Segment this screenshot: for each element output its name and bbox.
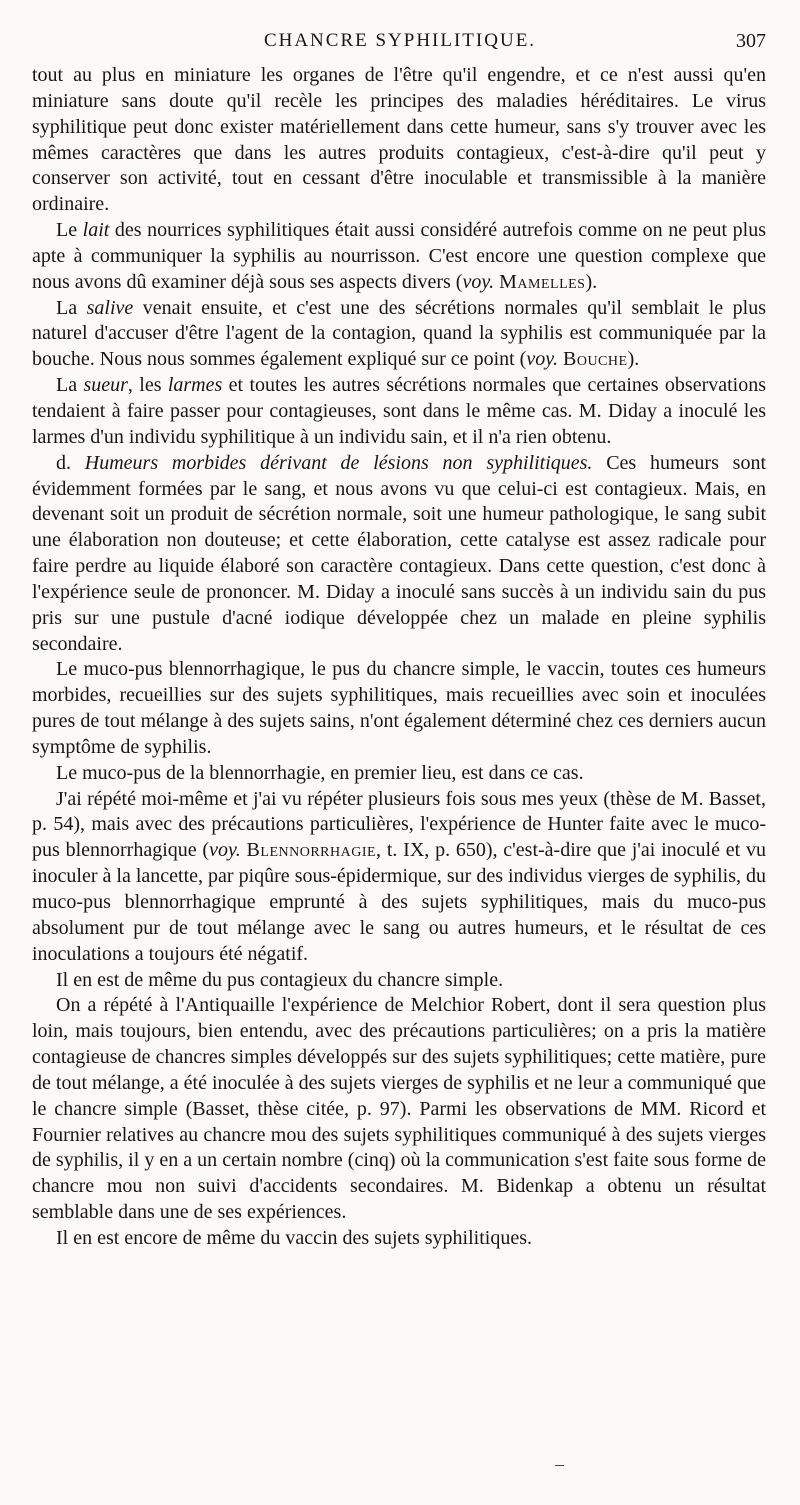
- paragraph-4-text-c: , les: [127, 374, 168, 397]
- paragraph-8-italic-voy: voy.: [209, 839, 241, 862]
- paragraph-2-text-g: ).: [585, 270, 598, 293]
- paragraph-3-text-g: ).: [627, 348, 640, 371]
- footer-dash-mark: [555, 1465, 564, 1466]
- paragraph-4-text-e: et toutes les autres sécrétions normales que certaines observations tendaient à faire passer pour contagieuses, sont dans le même cas. M. Diday a inoculé les larmes d'un individu syphilitique à un individu sain, et il n'a rien obtenu.: [32, 374, 767, 448]
- paragraph-2-text-a: Le: [56, 219, 83, 242]
- page-number: 307: [736, 30, 766, 52]
- text-body: [32, 63, 766, 1252]
- paragraph-5-text-a: d.: [56, 451, 85, 474]
- paragraph-9: Il en est de même du pus contagieux du chancre simple.: [56, 968, 504, 991]
- paragraph-3-text-a: La: [56, 296, 87, 319]
- paragraph-3-ref-bouche: Bouche: [563, 348, 628, 371]
- paragraph-5-text-c: Ces humeurs sont évidemment formées par le sang, et nous avons vu que celui-ci est contagieux. Mais, en devenant soit un produit de sécrétion normale, soit une humeur pathologique, le sang subit une élaboration non douteuse; et cette élaboration, cette catalyse est assez radicale pour faire perdre au liquide élaboré son caractère contagieux. Dans cette question, c'est donc à l'expérience seule de prononcer. M. Diday a inoculé sans succès à un individu sain du pus pris sur une pustule d'acné iodique développée chez un malade en pleine syphilis secondaire.: [32, 451, 766, 655]
- paragraph-2-italic-lait: lait: [82, 219, 110, 242]
- paragraph-10: On a répété à l'Antiquaille l'expérience de Melchior Robert, dont il sera question plus loin, mais toujours, bien entendu, avec des précautions particulières; on a pris la matière contagieuse de chancres simples développés sur des sujets syphilitiques; cette matière, pure de tout mélange, a été inoculée à des sujets vierges de syphilis et ne leur a communiqué que le chancre simple (Basset, thèse citée, p. 97). Parmi les observations de MM. Ricord et Fournier relatives au chancre mou des sujets syphilitiques communiqué à des sujets vierges de syphilis, il y en a un certain nombre (cinq) où la communication s'est faite sous forme de chancre mou non suivi d'accidents secondaires. M. Bidenkap a obtenu un résultat semblable dans une de ses expériences.: [32, 994, 766, 1224]
- paragraph-3-italic-voy: voy.: [526, 348, 558, 371]
- paragraph-3: [32, 296, 766, 374]
- paragraph-4: [32, 373, 766, 451]
- paragraph-3-italic-salive: salive: [86, 296, 134, 319]
- paragraph-2: [32, 218, 766, 296]
- page-header: [32, 28, 768, 58]
- paragraph-8-ref-blennorrhagie: Blennorrhagie: [246, 839, 377, 862]
- paragraph-2-italic-voy: voy.: [462, 270, 495, 293]
- paragraph-4-italic-larmes: larmes: [167, 374, 223, 397]
- running-title: CHANCRE SYPHILITIQUE.: [263, 30, 537, 51]
- paragraph-8-text-a: J'ai répété moi-même et j'ai vu répéter plusieurs fois sous mes yeux (thèse de M. Basset, p. 54), mais avec des précautions particulières, l'expérience de Hunter faite avec le muco-pus blennorrhagique (: [32, 787, 766, 862]
- paragraph-11: Il en est encore de même du vaccin des sujets syphilitiques.: [56, 1226, 532, 1249]
- paragraph-5-italic-heading: Humeurs morbides dérivant de lésions non syphilitiques.: [84, 451, 593, 474]
- paragraph-1: tout au plus en miniature les organes de l'être qu'il engendre, et ce n'est aussi qu'en miniature sans doute qu'il recèle les principes des maladies héréditaires. Le virus syphilitique peut donc exister matériellement dans cette humeur, sans s'y trouver avec les mêmes caractères que dans les autres produits contagieux, c'est-à-dire qu'il peut y conserver son activité, tout en cessant d'être inoculable et transmissible à la manière ordinaire.: [32, 64, 766, 216]
- paragraph-3-text-c: venait ensuite, et c'est une des sécrétions normales qu'il semblait le plus naturel d'accuser d'être l'agent de la contagion, quand la syphilis est communiquée par la bouche. Nous nous sommes également expliqué sur ce point (: [32, 296, 767, 371]
- paragraph-8: [32, 787, 766, 968]
- paragraph-4-italic-sueur: sueur: [83, 374, 128, 397]
- paragraph-4-text-a: La: [56, 374, 84, 397]
- paragraph-8-text-e: , t. IX, p. 650), c'est-à-dire que j'ai inoculé et vu inoculer à la lancette, par piqûre sous-épidermique, sur des individus vierges de syphilis, du muco-pus blennorrhagique emprunté à des sujets syphilitiques, mais du muco-pus absolument pur de tout mélange avec le sang ou autres humeurs, et le résultat de ces inoculations a toujours été négatif.: [32, 839, 766, 965]
- paragraph-5: [32, 451, 766, 658]
- paragraph-6: Le muco-pus blennorrhagique, le pus du chancre simple, le vaccin, toutes ces humeurs morbides, recueillies sur des sujets syphilitiques, mais recueillies avec soin et inoculées pures de tout mélange à des sujets sains, n'ont également déterminé chez ces derniers aucun symptôme de syphilis.: [32, 658, 766, 758]
- paragraph-7: Le muco-pus de la blennorrhagie, en premier lieu, est dans ce cas.: [56, 761, 584, 784]
- paragraph-2-ref-mamelles: Mamelles: [499, 270, 586, 293]
- paragraph-2-text-c: des nourrices syphilitiques était aussi considéré autrefois comme on ne peut plus apte à communiquer la syphilis au nourrisson. C'est encore une question complexe que nous avons dû examiner déjà sous ses aspects divers (: [32, 219, 767, 293]
